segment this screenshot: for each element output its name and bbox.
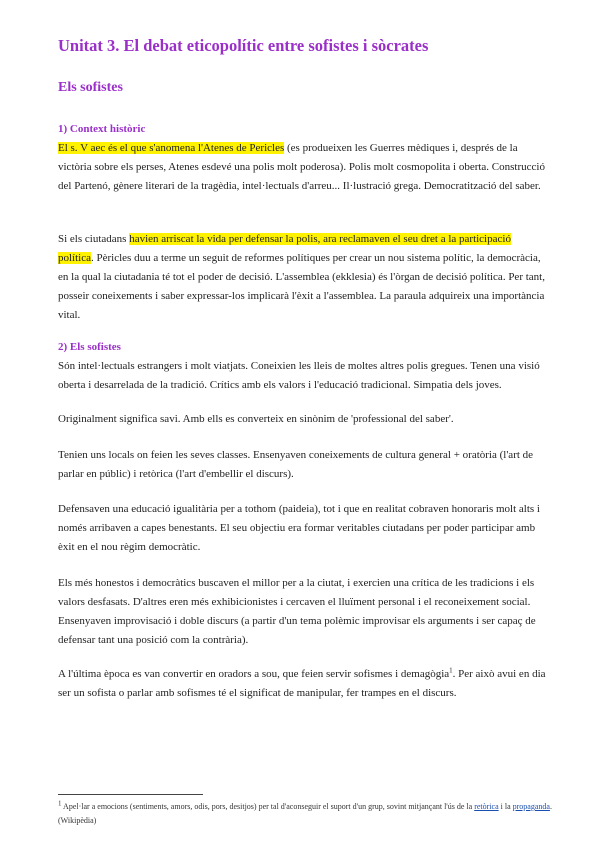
paragraph-sofistes-6 <box>58 665 548 703</box>
footnote-divider <box>58 794 203 795</box>
page-title: Unitat 3. El debat eticopolític entre sofistes i sòcrates <box>58 36 429 55</box>
subsection-heading-sofistes: 2) Els sofistes <box>58 341 121 353</box>
paragraph-text: A l'última època es van convertir en oradors a sou, que feien servir sofismes i demagògia <box>58 668 450 680</box>
paragraph-sofistes-2: Originalment significa savi. Amb ells es converteix en sinònim de 'professional del saber'. <box>58 413 454 425</box>
footnote-text: . (Wikipèdia) <box>58 802 552 825</box>
footnote-marker: 1 <box>58 799 62 808</box>
paragraph-text: . Pèricles duu a terme un seguit de reformes polítiques per crear un nou sistema polític, la democràcia, en la qual la ciutadania té tot el poder de decisió. L'assemblea (ekklesia) és l'òrgan de decisió política. Per tant, posseir coneixements i saber expressar-los implicarà l'èxit a l'assemblea. La paraula adquireix una importància vital. <box>58 252 545 321</box>
footnote <box>58 800 558 828</box>
paragraph-text: (es produeixen les Guerres mèdiques i, després de la victòria sobre els perses, Atenes esdevé una polis molt poderosa). Polis molt cosmopolita i oberta. Construcció del Partenó, gènere literari de la tragèdia, intel·lectuals d'arreu... Il·lustració grega. Democratització del saber. <box>58 142 545 192</box>
paragraph-sofistes-4: Defensaven una educació igualitària per a tothom (paideia), tot i que en realitat cobraven honoraris molt alts i només arribaven a capes benestants. El seu objectiu era formar veritables ciutadans per poder participar amb èxit en el nou règim democràtic. <box>58 503 540 553</box>
paragraph-context-1 <box>58 139 548 196</box>
footnote-text: i la <box>498 802 513 811</box>
link-propaganda[interactable]: propaganda <box>512 802 550 811</box>
paragraph-context-2 <box>58 230 548 325</box>
paragraph-text: . Per això avui en dia ser un sofista o parlar amb sofismes té el significat de manipular, fer trampes en el discurs. <box>58 668 546 699</box>
link-retorica[interactable]: retòrica <box>474 802 499 811</box>
paragraph-sofistes-3: Tenien uns locals on feien les seves classes. Ensenyaven coneixements de cultura general + oratòria (l'art de parlar en públic) i retòrica (l'art d'embellir el discurs). <box>58 449 534 480</box>
paragraph-sofistes-1: Són intel·lectuals estrangers i molt viatjats. Coneixien les lleis de moltes altres polis gregues. Tenen una visió oberta i desarrelada de la tradició. Crítics amb els valors i l'educació tradicional. Simpatia dels joves. <box>58 360 540 391</box>
footnote-reference[interactable]: 1 <box>449 666 453 675</box>
subsection-heading-context: 1) Context històric <box>58 123 146 135</box>
highlight-text: El s. V aec és el que s'anomena l'Atenes de Pericles <box>58 142 285 154</box>
paragraph-text: Si els ciutadans <box>58 233 130 245</box>
highlight-text: havien arriscat la vida per defensar la polis, ara reclamaven el seu dret a la participació política <box>58 233 511 264</box>
paragraph-sofistes-5: Els més honestos i democràtics buscaven el millor per a la ciutat, i exercien una crítica de les tradicions i els valors desfasats. D'altres eren més exhibicionistes i cercaven el lluïment personal i el reconeixement social. Ensenyaven improvisació i doble discurs (a partir d'un tema polèmic improvisar els arguments i ser capaç de defensar tant una posició com la contrària). <box>58 577 536 646</box>
footnote-text: Apel·lar a emocions (sentiments, amors, odis, pors, desitjos) per tal d'aconseguir el suport d'un grup, sovint mitjançant l'ús de la <box>61 802 475 811</box>
section-heading: Els sofistes <box>58 80 123 95</box>
